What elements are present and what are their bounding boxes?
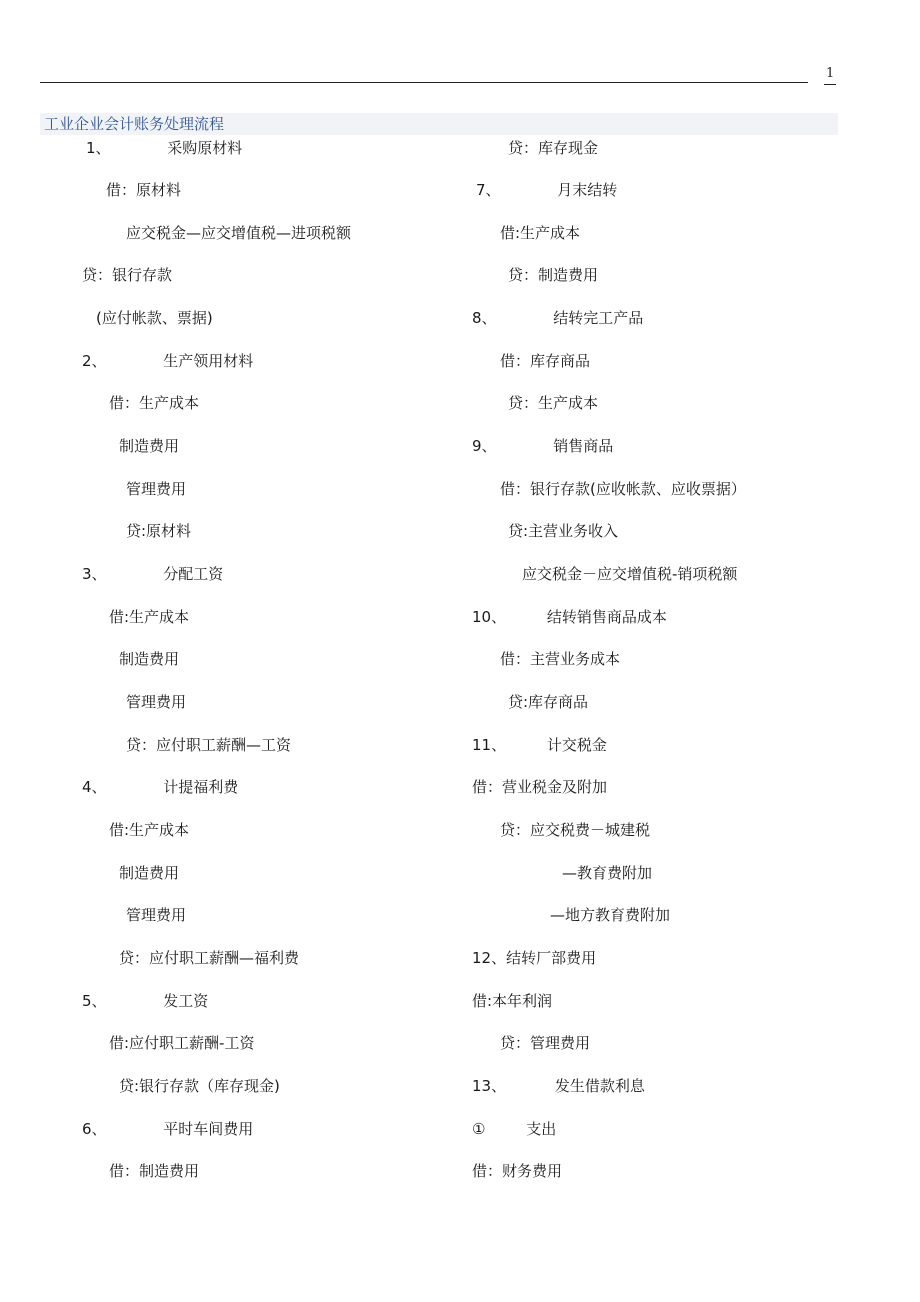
right-line-18: —教育费附加 [562, 864, 653, 882]
right-line-1: 贷：库存现金 [508, 139, 599, 157]
left-line-15: 贷：应付职工薪酬—工资 [126, 736, 292, 754]
left-line-5: (应付帐款、票据) [96, 309, 213, 327]
left-line-19: 管理费用 [126, 906, 187, 924]
left-line-18: 制造费用 [119, 864, 180, 882]
right-line-19: —地方教育费附加 [550, 906, 671, 924]
left-line-4: 贷：银行存款 [82, 266, 173, 284]
right-line-9: 借：银行存款(应收帐款、应收票据） [500, 480, 746, 498]
right-line-3: 借:生产成本 [500, 224, 581, 242]
left-line-6: 2、 生产领用材料 [82, 352, 254, 370]
left-line-13: 制造费用 [119, 650, 180, 668]
right-line-13: 借：主营业务成本 [500, 650, 621, 668]
left-line-1: 1、 采购原材料 [86, 139, 243, 157]
left-line-22: 借:应付职工薪酬-工资 [109, 1034, 255, 1052]
left-line-20: 贷：应付职工薪酬—福利费 [119, 949, 300, 967]
left-line-2: 借：原材料 [106, 181, 182, 199]
right-line-11: 应交税金－应交增值税-销项税额 [522, 565, 738, 583]
right-line-24: ① 支出 [472, 1120, 557, 1138]
left-line-12: 借:生产成本 [109, 608, 190, 626]
right-line-15: 11、 计交税金 [472, 736, 607, 754]
left-line-17: 借:生产成本 [109, 821, 190, 839]
left-line-9: 管理费用 [126, 480, 187, 498]
right-line-20: 12、结转厂部费用 [472, 949, 597, 967]
right-line-2: 7、 月末结转 [476, 181, 618, 199]
left-line-16: 4、 计提福利费 [82, 778, 239, 796]
right-line-10: 贷:主营业务收入 [508, 522, 619, 540]
right-line-21: 借:本年利润 [472, 992, 553, 1010]
right-line-17: 贷：应交税费－城建税 [500, 821, 651, 839]
right-line-22: 贷：管理费用 [500, 1034, 591, 1052]
right-line-6: 借：库存商品 [500, 352, 591, 370]
left-line-7: 借：生产成本 [109, 394, 200, 412]
right-line-4: 贷：制造费用 [508, 266, 599, 284]
left-line-23: 贷:银行存款（库存现金) [119, 1077, 280, 1095]
left-line-10: 贷:原材料 [126, 522, 192, 540]
right-line-25: 借：财务费用 [472, 1162, 563, 1180]
right-line-5: 8、 结转完工产品 [472, 309, 644, 327]
left-line-21: 5、 发工资 [82, 992, 209, 1010]
right-line-12: 10、 结转销售商品成本 [472, 608, 667, 626]
left-line-3: 应交税金—应交增值税—进项税额 [126, 224, 352, 242]
page-number-underline [824, 84, 836, 85]
document-title: 工业企业会计账务处理流程 [44, 115, 225, 133]
right-line-16: 借：营业税金及附加 [472, 778, 608, 796]
left-line-25: 借：制造费用 [109, 1162, 200, 1180]
left-line-11: 3、 分配工资 [82, 565, 224, 583]
page-number: 1 [826, 66, 835, 81]
right-line-14: 贷:库存商品 [508, 693, 589, 711]
left-line-14: 管理费用 [126, 693, 187, 711]
right-line-23: 13、 发生借款利息 [472, 1077, 645, 1095]
header-rule [40, 82, 808, 83]
right-line-7: 贷：生产成本 [508, 394, 599, 412]
right-line-8: 9、 销售商品 [472, 437, 614, 455]
left-line-24: 6、 平时车间费用 [82, 1120, 254, 1138]
left-line-8: 制造费用 [119, 437, 180, 455]
